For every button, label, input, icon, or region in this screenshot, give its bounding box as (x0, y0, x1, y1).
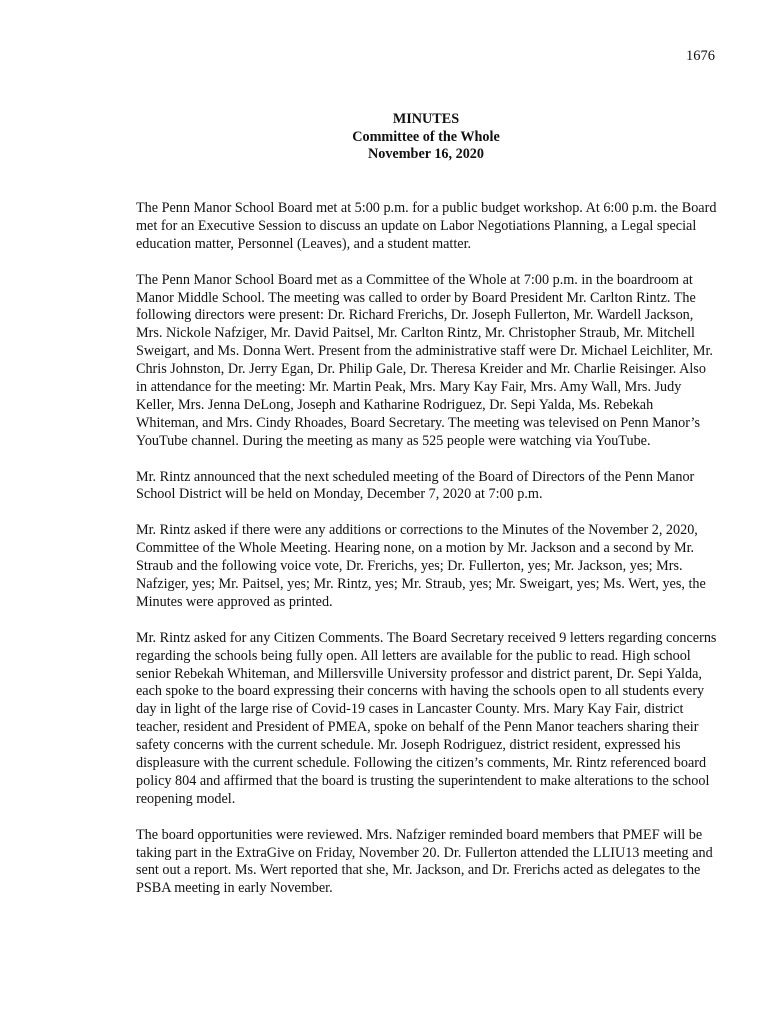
paragraph-attendance: The Penn Manor School Board met as a Committee of the Whole at 7:00 p.m. in the boardroom at Manor Middle School. The meeting was called to order by Board President Mr. Carlton Rintz. The following directors were present: Dr. Richard Frerichs, Dr. Joseph Fullerton, Mr. Wardell Jackson, Mrs. Nickole Nafziger, Mr. David Paitsel, Mr. Carlton Rintz, Mr. Christopher Straub, Mr. Mitchell Sweigart, and Ms. Donna Wert. Present from the administrative staff were Dr. Michael Leichliter, Mr. Chris Johnston, Dr. Jerry Egan, Dr. Philip Gale, Dr. Theresa Kreider and Mr. Charlie Reisinger. Also in attendance for the meeting: Mr. Martin Peak, Mrs. Mary Kay Fair, Mrs. Amy Wall, Mrs. Judy Keller, Mrs. Jenna DeLong, Joseph and Katharine Rodriguez, Dr. Sepi Yalda, Ms. Rebekah Whiteman, and Mrs. Cindy Rhoades, Board Secretary. The meeting was televised on Penn Manor’s YouTube channel. During the meeting as many as 525 people were watching via YouTube. (136, 271, 713, 449)
page-number: 1676 (686, 48, 715, 64)
document-body (136, 200, 718, 916)
paragraph-executive-session: The Penn Manor School Board met at 5:00 p.m. for a public budget workshop. At 6:00 p.m. the Board met for an Executive Session to discuss an update on Labor Negotiations Planning, a Legal special education matter, Personnel (Leaves), and a student matter. (136, 200, 717, 252)
document-title: MINUTES (392, 111, 460, 127)
paragraph-next-meeting: Mr. Rintz announced that the next scheduled meeting of the Board of Directors of the Penn Manor School District will be held on Monday, December 7, 2020 at 7:00 p.m. (136, 468, 695, 503)
document-date: November 16, 2020 (368, 146, 484, 162)
paragraph-minutes-approval: Mr. Rintz asked if there were any additions or corrections to the Minutes of the November 2, 2020, Committee of the Whole Meeting. Hearing none, on a motion by Mr. Jackson and a second by Mr. Straub and the following voice vote, Dr. Frerichs, yes; Dr. Fullerton, yes; Mr. Jackson, yes; Mrs. Nafziger, yes; Mr. Paitsel, yes; Mr. Rintz, yes; Mr. Straub, yes; Mr. Sweigart, yes; Ms. Wert, yes, the Minutes were approved as printed. (136, 522, 706, 610)
document-header (0, 111, 770, 164)
paragraph-board-opportunities: The board opportunities were reviewed. Mrs. Nafziger reminded board members that PMEF will be taking part in the ExtraGive on Friday, November 20. Dr. Fullerton attended the LLIU13 meeting and sent out a report. Ms. Wert reported that she, Mr. Jackson, and Dr. Frerichs acted as delegates to the PSBA meeting in early November. (136, 826, 713, 897)
document-subtitle: Committee of the Whole (352, 128, 500, 145)
paragraph-citizen-comments: Mr. Rintz asked for any Citizen Comments. The Board Secretary received 9 letters regarding concerns regarding the schools being fully open. All letters are available for the public to read. High school senior Rebekah Whiteman, and Millersville University professor and district parent, Dr. Sepi Yalda, each spoke to the board expressing their concerns with having the schools open to all students every day in light of the large rise of Covid-19 cases in Lancaster County. Mrs. Mary Kay Fair, district teacher, resident and President of PMEA, spoke on behalf of the Penn Manor teachers sharing their safety concerns with the current schedule. Mr. Joseph Rodriguez, district resident, expressed his displeasure with the current schedule. Following the citizen’s comments, Mr. Rintz referenced board policy 804 and affirmed that the board is trusting the superintendent to make alterations to the school reopening model. (136, 629, 717, 807)
